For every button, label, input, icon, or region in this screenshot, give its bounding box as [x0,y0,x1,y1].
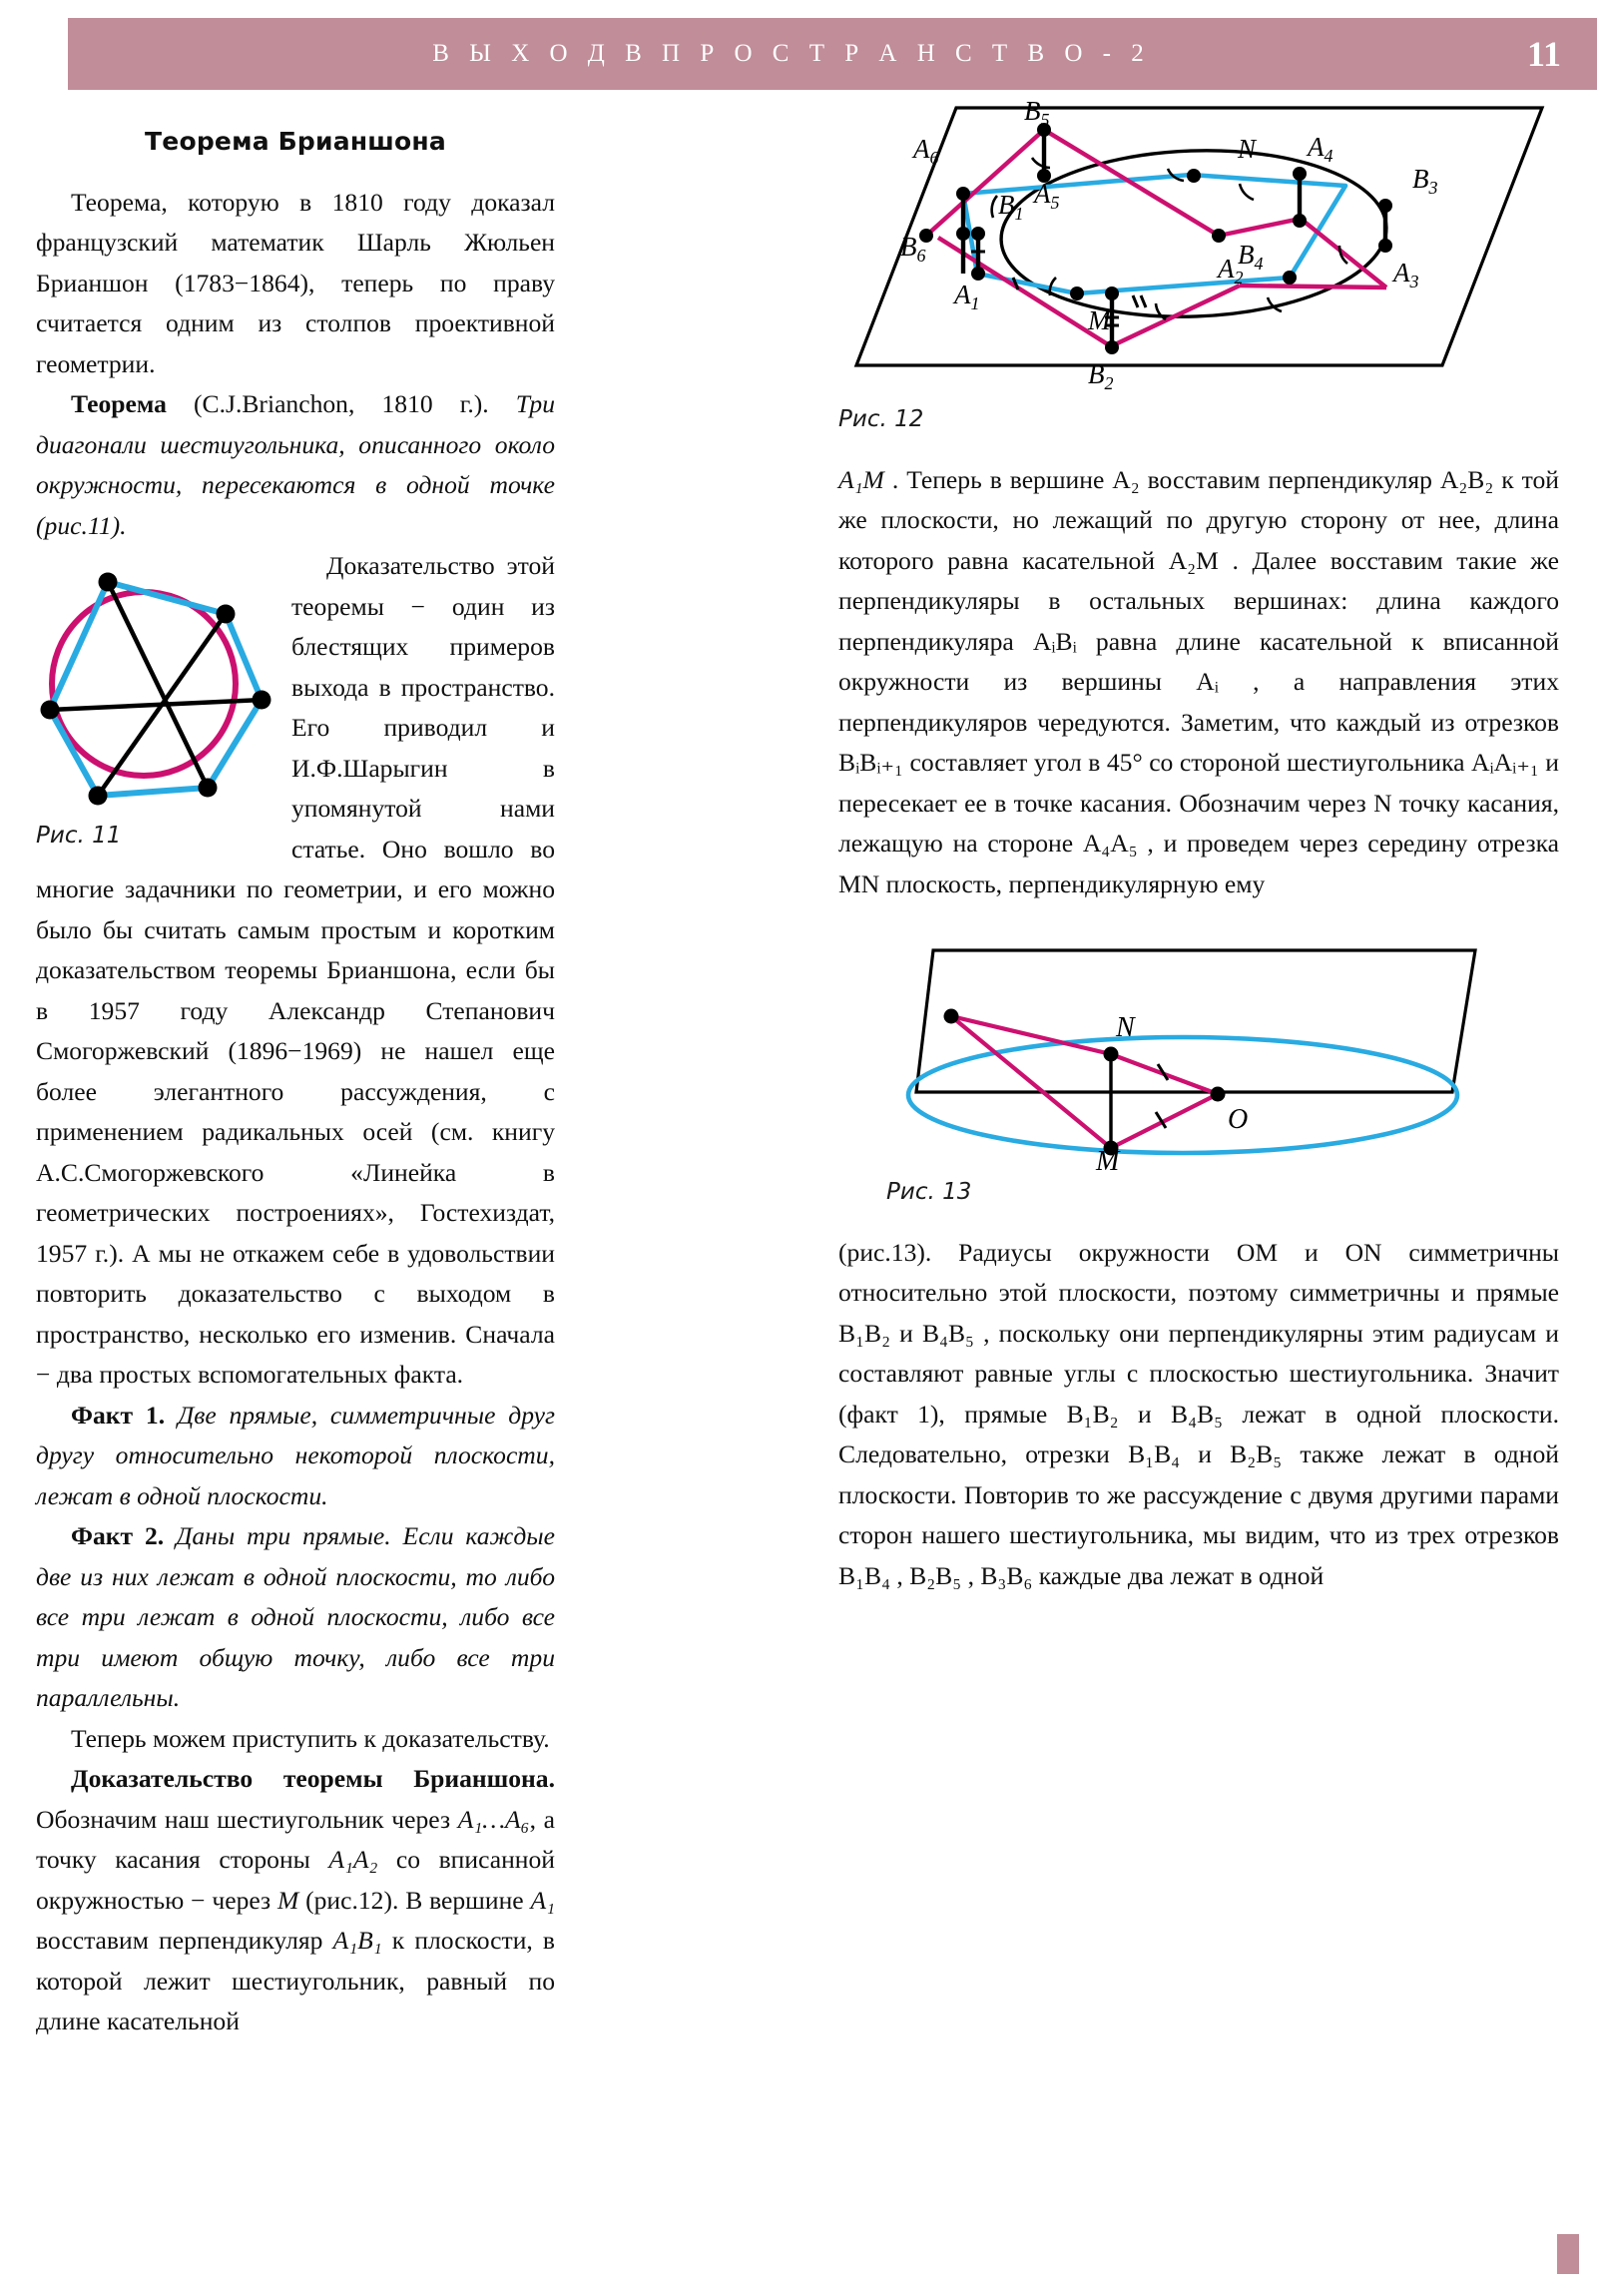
proof-label: Доказательство теоремы Брианшона. [71,1764,555,1793]
point-B2 [1105,340,1119,354]
paragraph-transition: Теперь можем приступить к доказательству. [71,1723,550,1753]
page-number: 11 [1526,34,1561,74]
paragraph-right-2: (рис.13). Радиусы окружности OM и ON симметричны относительно этой плоскости, поэтому симметричны и прямые B₁B₂ и B₄B₅ , поскольку они перпендикулярны этим радиусам и составляют равные углы с плоскостью шестиугольника. Значит (факт 1), прямые B₁B₂ и B₄B₅ лежат в одной плоскости. Следовательно, отрезки B₁B₄ и B₂B₅ также лежат в одной плоскости. Повторив то же рассуждение с двумя другими парами сторон нашего шестиугольника, мы видим, что из трех отрезков B₁B₄ , B₂B₅ , B₃B₆ каждые два лежат в одной [838,1237,1559,1590]
page-header-band [68,18,1597,90]
tick-tangent-A2M-a [1133,295,1138,307]
point-extra [1070,287,1084,300]
point-M [1105,287,1119,300]
label-A5: $A_5$ [1034,179,1060,213]
label-B3: $B_3$ [1412,164,1438,198]
proof-text-b: , а точку касания стороны [36,1804,555,1874]
math-A1-A6: A₁…A₆ [457,1804,530,1834]
math-M: M [276,1885,299,1915]
point-A1 [971,267,985,281]
hexagon-vertex [99,573,118,592]
point-N [1104,1047,1119,1062]
point-B4 [1212,229,1226,243]
label-A2: $A_2$ [1218,254,1244,287]
paragraph-fact-1 [36,1396,555,1517]
paragraph-right-1-body: . Теперь в вершине A₂ восставим перпендикуляр A₂B₂ к той же плоскости, но лежащий по другую сторону от нее, длина которого равна касательной A₂M . Далее восставим такие же перпендикуляры в остальных вершинах: длина каждого перпендикуляра AᵢBᵢ равна длине касательной к вписанной окружности из вершины Aᵢ , а направления этих перпендикуляров чередуются. Заметим, что каждый из отрезков BᵢBᵢ₊₁ составляет угол в 45° со стороной шестиугольника AᵢAᵢ₊₁ и пересекает ее в точке касания. Обозначим через N точку касания, лежащую на стороне A₄A₅ , и проведем через середину отрезка MN плоскость, перпендикулярную ему [838,464,1559,898]
theorem-attribution: (C.J.Brianchon, 1810 г.). [166,389,516,418]
circle-ellipse-cyan [908,1037,1457,1153]
paragraph-proof [36,1759,555,2042]
section-heading: Теорема Брианшона [145,127,446,156]
math-A1B1: A₁B₁ [332,1926,382,1955]
proof-text-a: Обозначим наш шестиугольник через [36,1804,458,1834]
point-O [1211,1087,1226,1102]
math-A1A2: A₁A₂ [328,1845,378,1874]
figure-13-drawing [838,932,1559,1170]
figure-12-drawing [838,96,1559,395]
point-N [1187,169,1201,183]
label-A3: $A_3$ [1393,258,1419,291]
point-apex [944,1009,959,1024]
label-O: O [1228,1104,1249,1135]
figure-11-drawing [36,552,277,820]
label-N: N [1116,1012,1135,1043]
label-M: M [1088,305,1111,335]
label-B5: $B_5$ [1024,96,1050,130]
theorem-label: Теорема [71,389,167,418]
fact-2-label: Факт 2. [71,1521,165,1550]
label-N: N [1238,134,1257,164]
corner-mark [1557,2234,1579,2274]
angle-arc [992,196,997,218]
figure-13 [838,932,1559,1213]
figure-12-caption: Рис. 12 [838,406,924,432]
paragraph-theorem [36,384,555,546]
segment-B2-B3-link [1240,286,1386,287]
fact-1-text: Две прямые, симметричные друг другу относительно некоторой плоскости, лежат в одной плоскости. [36,1400,555,1510]
figure-11-caption: Рис. 11 [36,823,122,849]
figure-11 [36,552,277,848]
math-A1: A₁ [530,1885,555,1915]
label-A4: $A_4$ [1308,132,1333,166]
point-B1 [971,227,985,241]
proof-text-c: со вписанной окружностью − через [36,1845,555,1915]
point-A2 [1283,271,1297,285]
point-A6 [956,187,970,201]
angle-arc [1032,158,1050,168]
point-A4 [1293,167,1307,181]
point-B4b [1293,214,1307,228]
inscribed-circle [52,592,236,776]
radius-OM [1111,1094,1218,1148]
hexagon-vertex [199,779,218,798]
paragraph-right-1 [838,460,1559,905]
label-A6: $A_6$ [913,134,939,168]
hexagon-vertex [89,787,108,806]
proof-text-d: (рис.12). В вершине [298,1885,531,1915]
running-title: В Ы Х О Д В П Р О С Т Р А Н С Т В О - 2 [432,40,1151,67]
point-B6 [956,227,970,241]
paragraph-intro: Теорема, которую в 1810 году доказал французский математик Шарль Жюльен Брианшон (1783−1864), теперь по праву считается одним из столпов проективной геометрии. [36,187,555,378]
label-B6: $B_6$ [900,232,926,266]
math-A1M: A₁M [838,464,884,494]
label-B2: $B_2$ [1088,359,1114,393]
left-text-column [36,122,555,2042]
point-A3 [1378,239,1392,253]
proof-text-e: восставим перпендикуляр [36,1926,333,1955]
hexagon-vertex [41,701,60,720]
plane-trapezoid [916,950,1475,1092]
hexagon-vertex [217,605,236,624]
point-B3 [1378,199,1392,213]
hexagon-vertex [253,691,271,710]
label-M: M [1096,1146,1120,1170]
label-A1: $A_1$ [954,280,980,313]
label-B1: $B_1$ [998,190,1024,224]
paragraph-proof-discussion: Доказательство этой теоремы − один из блестящих примеров выхода в пространство. Его приводил и И.Ф.Шарыгин в упомянутой нами статье. Оно вошло во многие задачники по геометрии, и его можно было бы считать самым простым и коротким доказательством теоремы Брианшона, если бы в 1957 году Александр Степанович Смогоржевский (1896−1969) не нашел еще более элегантного рассуждения, с применением радикальных осей (см. книгу А.С.Смогоржевского «Линейка в геометрических построениях», Гостехиздат, 1957 г.). А мы не откажем себе в удовольствии повторить доказательство с выходом в пространство, несколько его изменив. Сначала − два простых вспомогательных факта. [36,551,555,1389]
tick-tangent-A2M-b [1141,295,1146,307]
label-B4: $B_4$ [1238,240,1264,274]
fact-1-label: Факт 1. [71,1400,166,1430]
angle-arc [1240,184,1254,200]
point-B6-left [919,229,933,243]
right-text-column [838,96,1559,1596]
proof-text-f: к плоскости, в которой лежит шестиугольник, равный по длине касательной [36,1926,556,2035]
fact-2-text: Даны три прямые. Если каждые две из них лежат в одной плоскости, то либо все три лежат в одной плоскости, либо все три имеют общую точку, либо все три параллельны. [36,1521,555,1712]
figure-13-caption: Рис. 13 [886,1179,972,1205]
paragraph-fact-2 [36,1516,555,1719]
theorem-statement: Три диагонали шестиугольника, описанного около окружности, пересекаются в одной точке (рис.11). [36,389,555,540]
figure-12 [838,96,1559,440]
